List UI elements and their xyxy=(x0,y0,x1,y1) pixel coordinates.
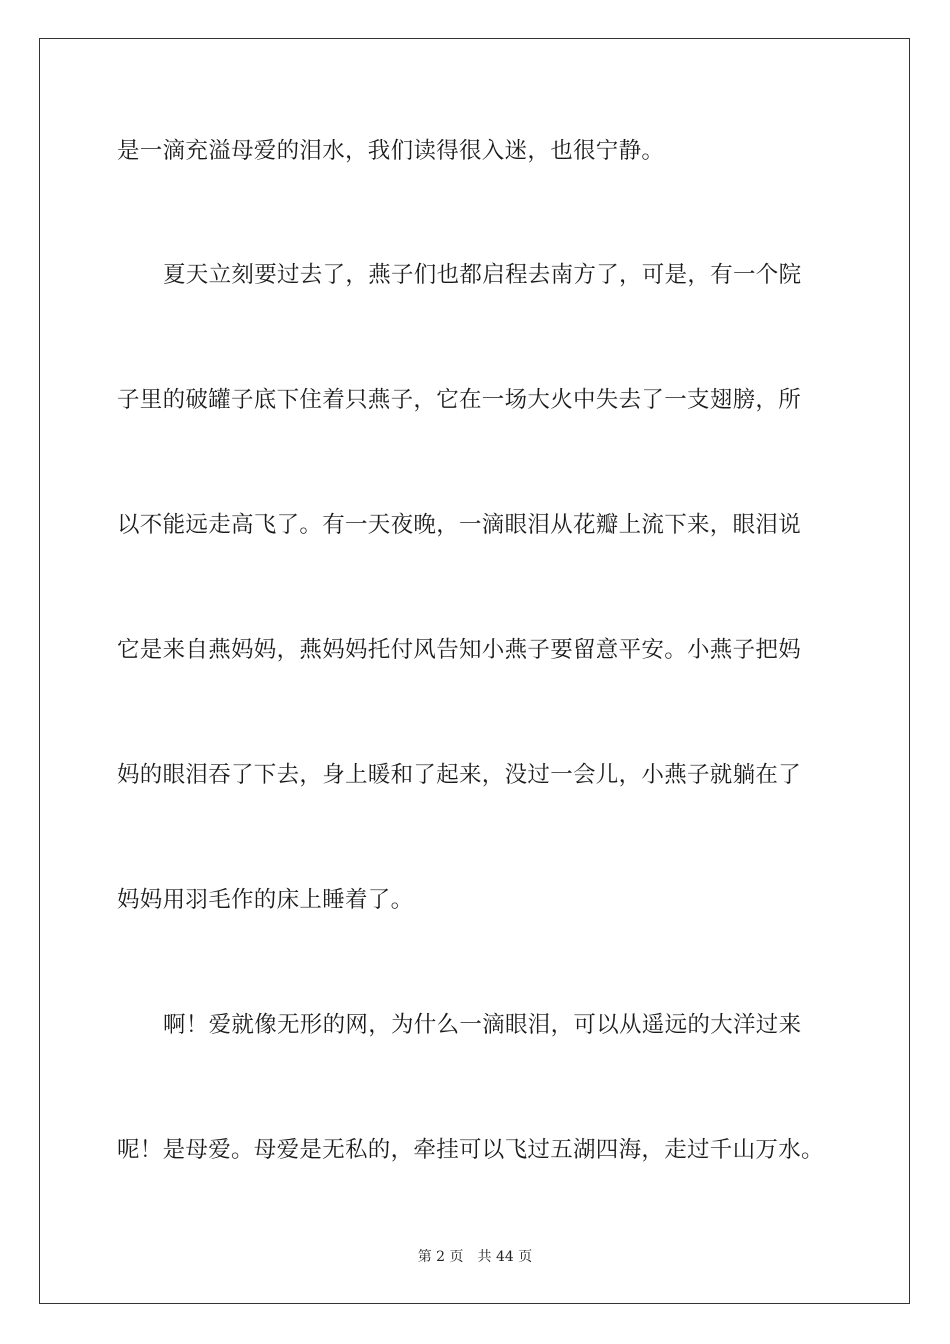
page-total: 共 44 页 xyxy=(477,1249,533,1265)
page-number: 第 2 页 xyxy=(417,1249,464,1265)
paragraph-line: 夏天立刻要过去了，燕子们也都启程去南方了，可是，有一个院 xyxy=(163,262,802,288)
paragraph-line: 子里的破罐子底下住着只燕子，它在一场大火中失去了一支翅膀，所 xyxy=(117,387,802,413)
paragraph-line: 是一滴充溢母爱的泪水，我们读得很入迷，也很宁静。 xyxy=(117,138,665,164)
paragraph-line: 它是来自燕妈妈，燕妈妈托付风告知小燕子要留意平安。小燕子把妈 xyxy=(117,637,802,663)
paragraph-line: 啊！爱就像无形的网，为什么一滴眼泪，可以从遥远的大洋过来 xyxy=(163,1012,802,1038)
page-border xyxy=(39,38,910,1304)
paragraph-line: 妈妈用羽毛作的床上睡着了。 xyxy=(117,887,414,913)
paragraph-line: 妈的眼泪吞了下去，身上暖和了起来，没过一会儿，小燕子就躺在了 xyxy=(117,762,802,788)
paragraph-line: 呢！是母爱。母爱是无私的，牵挂可以飞过五湖四海，走过千山万水。 xyxy=(117,1137,824,1163)
paragraph-line: 以不能远走高飞了。有一天夜晚，一滴眼泪从花瓣上流下来，眼泪说 xyxy=(117,512,802,538)
page-footer xyxy=(0,1246,950,1266)
